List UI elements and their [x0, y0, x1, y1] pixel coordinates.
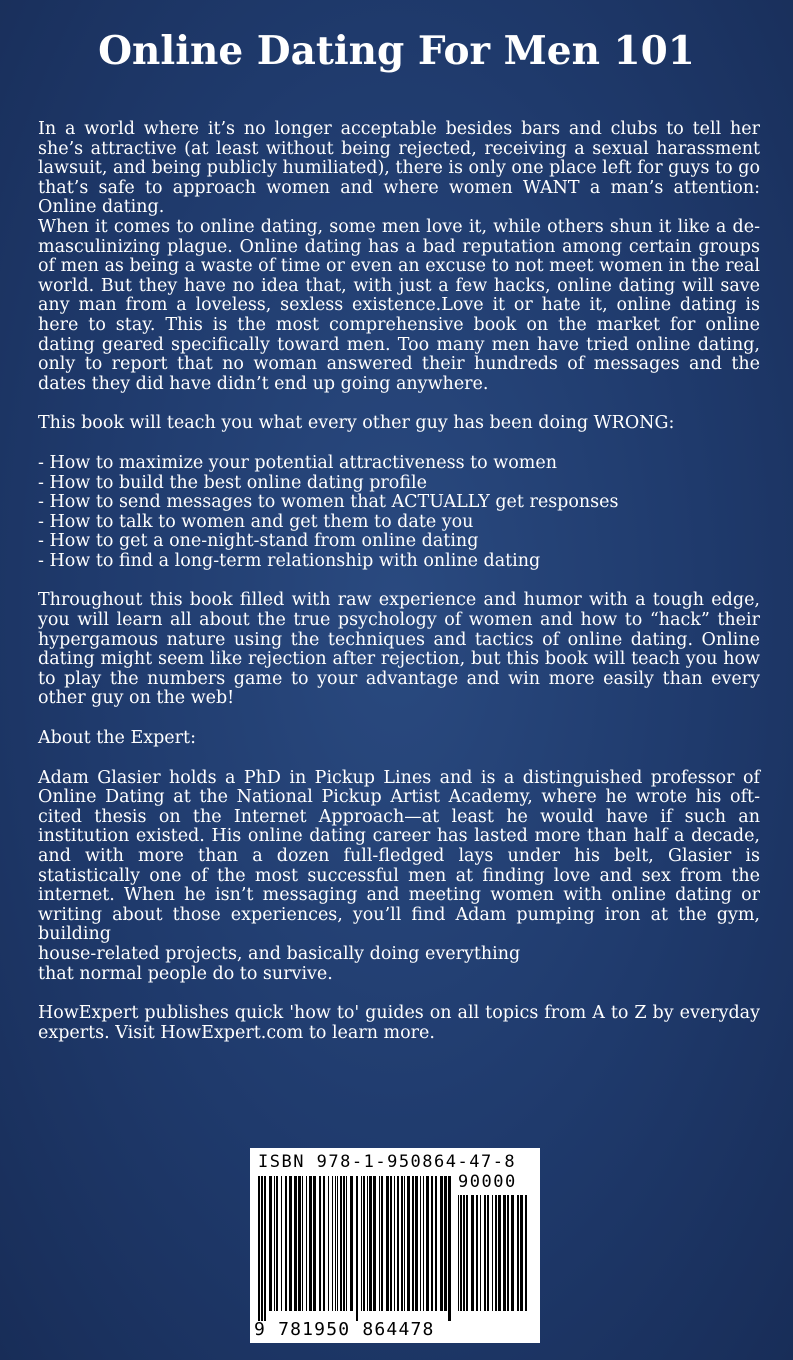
barcode-bar	[298, 1176, 301, 1311]
barcode-bar	[480, 1195, 481, 1311]
blurb	[38, 120, 760, 1043]
barcode-bar	[458, 1195, 459, 1311]
barcode-bar	[323, 1176, 325, 1311]
barcode-bar	[261, 1176, 263, 1321]
list-item: - How to find a long-term relationship with online dating	[38, 550, 541, 571]
about-heading: About the Expert:	[38, 728, 196, 749]
barcode-bar	[460, 1195, 462, 1311]
barcode-bar	[520, 1195, 523, 1311]
barcode-bar	[332, 1176, 333, 1311]
barcode-bar	[328, 1176, 329, 1311]
barcode-bar	[390, 1176, 392, 1311]
barcode-bar	[415, 1176, 418, 1311]
about-paragraph: Adam Glasier holds a PhD in Pickup Lines and is a distinguished professor of Online Dating at the National Pickup Artist Academy, where he wrote his oft-cited thesis on the Internet Approach—at least he would have if such an institution existed. His online dating career has lasted more than half a decade, and with more than a dozen full-fledged lays under his belt, Glasier is statistically one of the most successful men at finding love and sex from the internet. When he isn’t messaging and meeting women with online dating or writing about those experiences, you’ll find Adam pumping iron at the gym, building	[38, 767, 760, 945]
isbn-barcode	[250, 1148, 540, 1343]
barcode-bar	[369, 1176, 372, 1311]
barcode-bar	[397, 1176, 399, 1311]
barcode-bar	[412, 1176, 414, 1311]
barcode-bar	[426, 1176, 429, 1311]
second-paragraph: When it comes to online dating, some men love it, while others shun it like a de-masculinizing plague. Online dating has a bad reputation among certain groups of men as being a waste of time or even an excuse to not meet women in the real world. But they have no idea that, with just a few hacks, online dating will save any man from a loveless, sexless existence.Love it or hate it, online dating is here to stay. This is the most comprehensive book on the market for online dating geared specifically toward men. Too many men have tried online dating, only to report that no woman answered their hundreds of messages and the dates they did have didn’t end up going anywhere.	[38, 216, 760, 394]
barcode-bar	[423, 1176, 424, 1311]
barcode-bar	[346, 1176, 347, 1311]
barcode-bar	[448, 1176, 451, 1321]
barcode-bar	[274, 1176, 275, 1311]
price-code: 90000	[458, 1172, 517, 1192]
intro-paragraph: In a world where it’s no longer acceptable besides bars and clubs to tell her she’s attractive (at least without being rejected, receiving a sexual harassment lawsuit, and being publicly humiliated), there is only one place left for guys to go that’s safe to approach women and where women WANT a man’s attention: Online dating.	[38, 119, 760, 218]
barcode-bar	[484, 1195, 486, 1311]
barcode-bar	[492, 1195, 493, 1311]
barcode-bar	[356, 1176, 358, 1321]
about-line-3: that normal people do to survive.	[38, 963, 333, 984]
barcode-bar	[386, 1176, 389, 1311]
barcode-bar	[435, 1176, 437, 1311]
list-item: - How to maximize your potential attractiveness to women	[38, 452, 558, 473]
barcode-bar	[343, 1176, 345, 1311]
publisher-paragraph: HowExpert publishes quick 'how to' guides on all topics from A to Z by everyday experts. Visit HowExpert.com to learn more.	[38, 1003, 760, 1043]
barcode-bar	[335, 1176, 336, 1311]
barcode-bar	[363, 1176, 365, 1311]
barcode-bar	[471, 1195, 474, 1311]
barcode-bar	[367, 1176, 368, 1311]
list-item: - How to send messages to women that ACTUALLY get responses	[38, 492, 619, 513]
barcode-bar	[503, 1195, 506, 1311]
isbn-label: ISBN 978-1-950864-47-8	[258, 1152, 517, 1172]
barcode-bar	[289, 1176, 292, 1311]
barcode-bar	[309, 1176, 312, 1311]
barcode-bar	[361, 1176, 362, 1311]
barcode-digits: 9 781950 864478	[254, 1319, 435, 1340]
list-item: - How to talk to women and get them to date you	[38, 511, 474, 532]
benefits-list	[38, 454, 760, 572]
barcode-bar	[264, 1176, 266, 1321]
list-item: - How to build the best online dating profile	[38, 472, 427, 493]
barcode-bar	[511, 1195, 514, 1311]
barcode-bar	[525, 1195, 527, 1311]
barcode-bar	[463, 1195, 465, 1311]
barcode-bar	[258, 1176, 260, 1321]
barcode-bar	[440, 1176, 443, 1311]
throughout-paragraph: Throughout this book filled with raw experience and humor with a tough edge, you will learn all about the true psychology of women and how to “hack” their hypergamous nature using the techniques and tactics of online dating. Online dating might seem like rejection after rejection, but this book will teach you how to play the numbers game to your advantage and win more easily than every other guy on the web!	[38, 590, 760, 709]
barcode-bar	[285, 1176, 287, 1311]
barcode-bar	[379, 1176, 380, 1311]
barcode-bar	[404, 1176, 405, 1311]
barcode-bar	[340, 1176, 342, 1311]
about-line-2: house-related projects, and basically doing everything	[38, 943, 521, 964]
book-title: Online Dating For Men 101	[98, 28, 695, 74]
barcode-bar	[517, 1195, 519, 1311]
barcode-bar	[420, 1176, 421, 1311]
barcode-bar	[407, 1176, 410, 1311]
barcode-bar	[401, 1176, 403, 1311]
barcode-bar	[444, 1176, 447, 1311]
barcode-bar	[394, 1176, 395, 1311]
barcode-bar	[302, 1176, 303, 1311]
barcode-bar	[495, 1195, 497, 1311]
barcode-bar	[269, 1176, 272, 1311]
barcode-bar	[276, 1176, 278, 1311]
addon-barcode-bars	[458, 1195, 532, 1321]
barcode-bar	[487, 1195, 489, 1311]
barcode-bar	[373, 1176, 376, 1311]
barcode-bar	[350, 1176, 353, 1311]
list-item: - How to get a one-night-stand from online dating	[38, 531, 479, 552]
barcode-bar	[466, 1195, 468, 1311]
barcode-bar	[337, 1176, 338, 1311]
barcode-bar	[294, 1176, 297, 1311]
barcode-bar	[313, 1176, 316, 1311]
barcode-bars	[258, 1176, 453, 1321]
barcode-bar	[381, 1176, 383, 1311]
barcode-bar	[507, 1195, 509, 1311]
barcode-bar	[431, 1176, 433, 1311]
list-intro: This book will teach you what every other guy has been doing WRONG:	[38, 413, 675, 434]
barcode-bar	[476, 1195, 478, 1311]
barcode-bar	[306, 1176, 307, 1311]
barcode-bar	[319, 1176, 321, 1311]
barcode-bar	[281, 1176, 282, 1311]
barcode-bar	[498, 1195, 501, 1311]
